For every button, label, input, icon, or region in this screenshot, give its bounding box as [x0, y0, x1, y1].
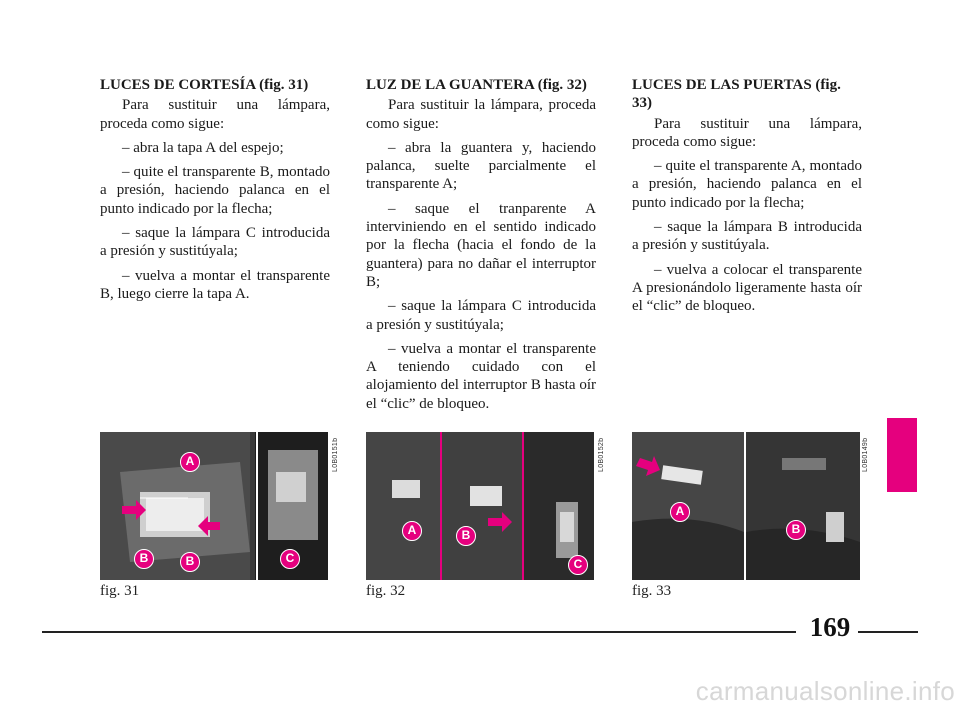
column-courtesy-lights [100, 76, 330, 309]
callout-label: C [280, 549, 300, 569]
paragraph: – quite el transparente A, montado a presión, haciendo palanca en el punto indicado por la flecha; [632, 158, 862, 211]
paragraph: – saque la lámpara B introducida a presión y sustitúyala. [632, 219, 862, 254]
section-title: LUCES DE CORTESÍA (fig. 31) [100, 77, 309, 93]
page-number: 169 [809, 612, 851, 642]
callout-label: B [786, 520, 806, 540]
paragraph: – vuelva a montar el transparente A teniendo cuidado con el alojamiento del interruptor B hasta oír el “clic” de bloqueo. [366, 340, 596, 412]
paragraph: – saque el tranparente A interviniendo en el sentido indicado por la flecha (hacia el fondo de la guantera) para no dañar el interruptor B; [366, 200, 596, 290]
paragraph: – abra la guantera y, haciendo palanca, suelte parcialmente el transparente A; [366, 139, 596, 193]
paragraph: – quite el transparente B, montado a presión, haciendo palanca en el punto indicado por la flecha; [100, 164, 330, 217]
paragraph: – saque la lámpara C introducida a presión y sustitúyala; [366, 298, 596, 333]
callout-label: A [180, 452, 200, 472]
section-title: LUCES DE LAS PUERTAS (fig. 33) [632, 77, 841, 112]
paragraph: – vuelva a montar el transparente B, luego cierre la tapa A. [100, 267, 330, 302]
callout-label: C [568, 555, 588, 575]
footer-rule [42, 631, 796, 633]
paragraph: Para sustituir una lámpara, proceda como sigue: [100, 97, 330, 132]
figure-33-photo [632, 432, 860, 580]
watermark: carmanualsonline.info [695, 676, 955, 706]
callout-label: B [456, 526, 476, 546]
callout-label: A [670, 502, 690, 522]
paragraph: Para sustituir la lámpara, proceda como sigue: [366, 97, 596, 132]
figure-code: L0B0151b [332, 437, 339, 472]
section-color-tab [887, 418, 917, 492]
figure-caption: fig. 32 [366, 583, 406, 599]
figure-caption: fig. 33 [632, 583, 672, 599]
paragraph: – saque la lámpara C introducida a presión y sustitúyala; [100, 225, 330, 260]
callout-label: A [402, 521, 422, 541]
paragraph: – vuelva a colocar el transparente A presionándolo ligeramente hasta oír el “clic” de bloqueo. [632, 261, 862, 315]
callout-label: B [134, 549, 154, 569]
column-door-lights [632, 76, 862, 322]
figure-caption: fig. 31 [100, 583, 140, 599]
callout-label: B [180, 552, 200, 572]
figure-code: L0B0149b [862, 437, 869, 472]
footer-rule [858, 631, 918, 633]
figure-32-photo [366, 432, 594, 580]
section-title: LUZ DE LA GUANTERA (fig. 32) [366, 77, 587, 93]
column-glovebox-light [366, 76, 596, 419]
paragraph: Para sustituir una lámpara, proceda como sigue: [632, 115, 862, 150]
paragraph: – abra la tapa A del espejo; [122, 139, 284, 156]
figure-code: L0B0152b [598, 437, 605, 472]
